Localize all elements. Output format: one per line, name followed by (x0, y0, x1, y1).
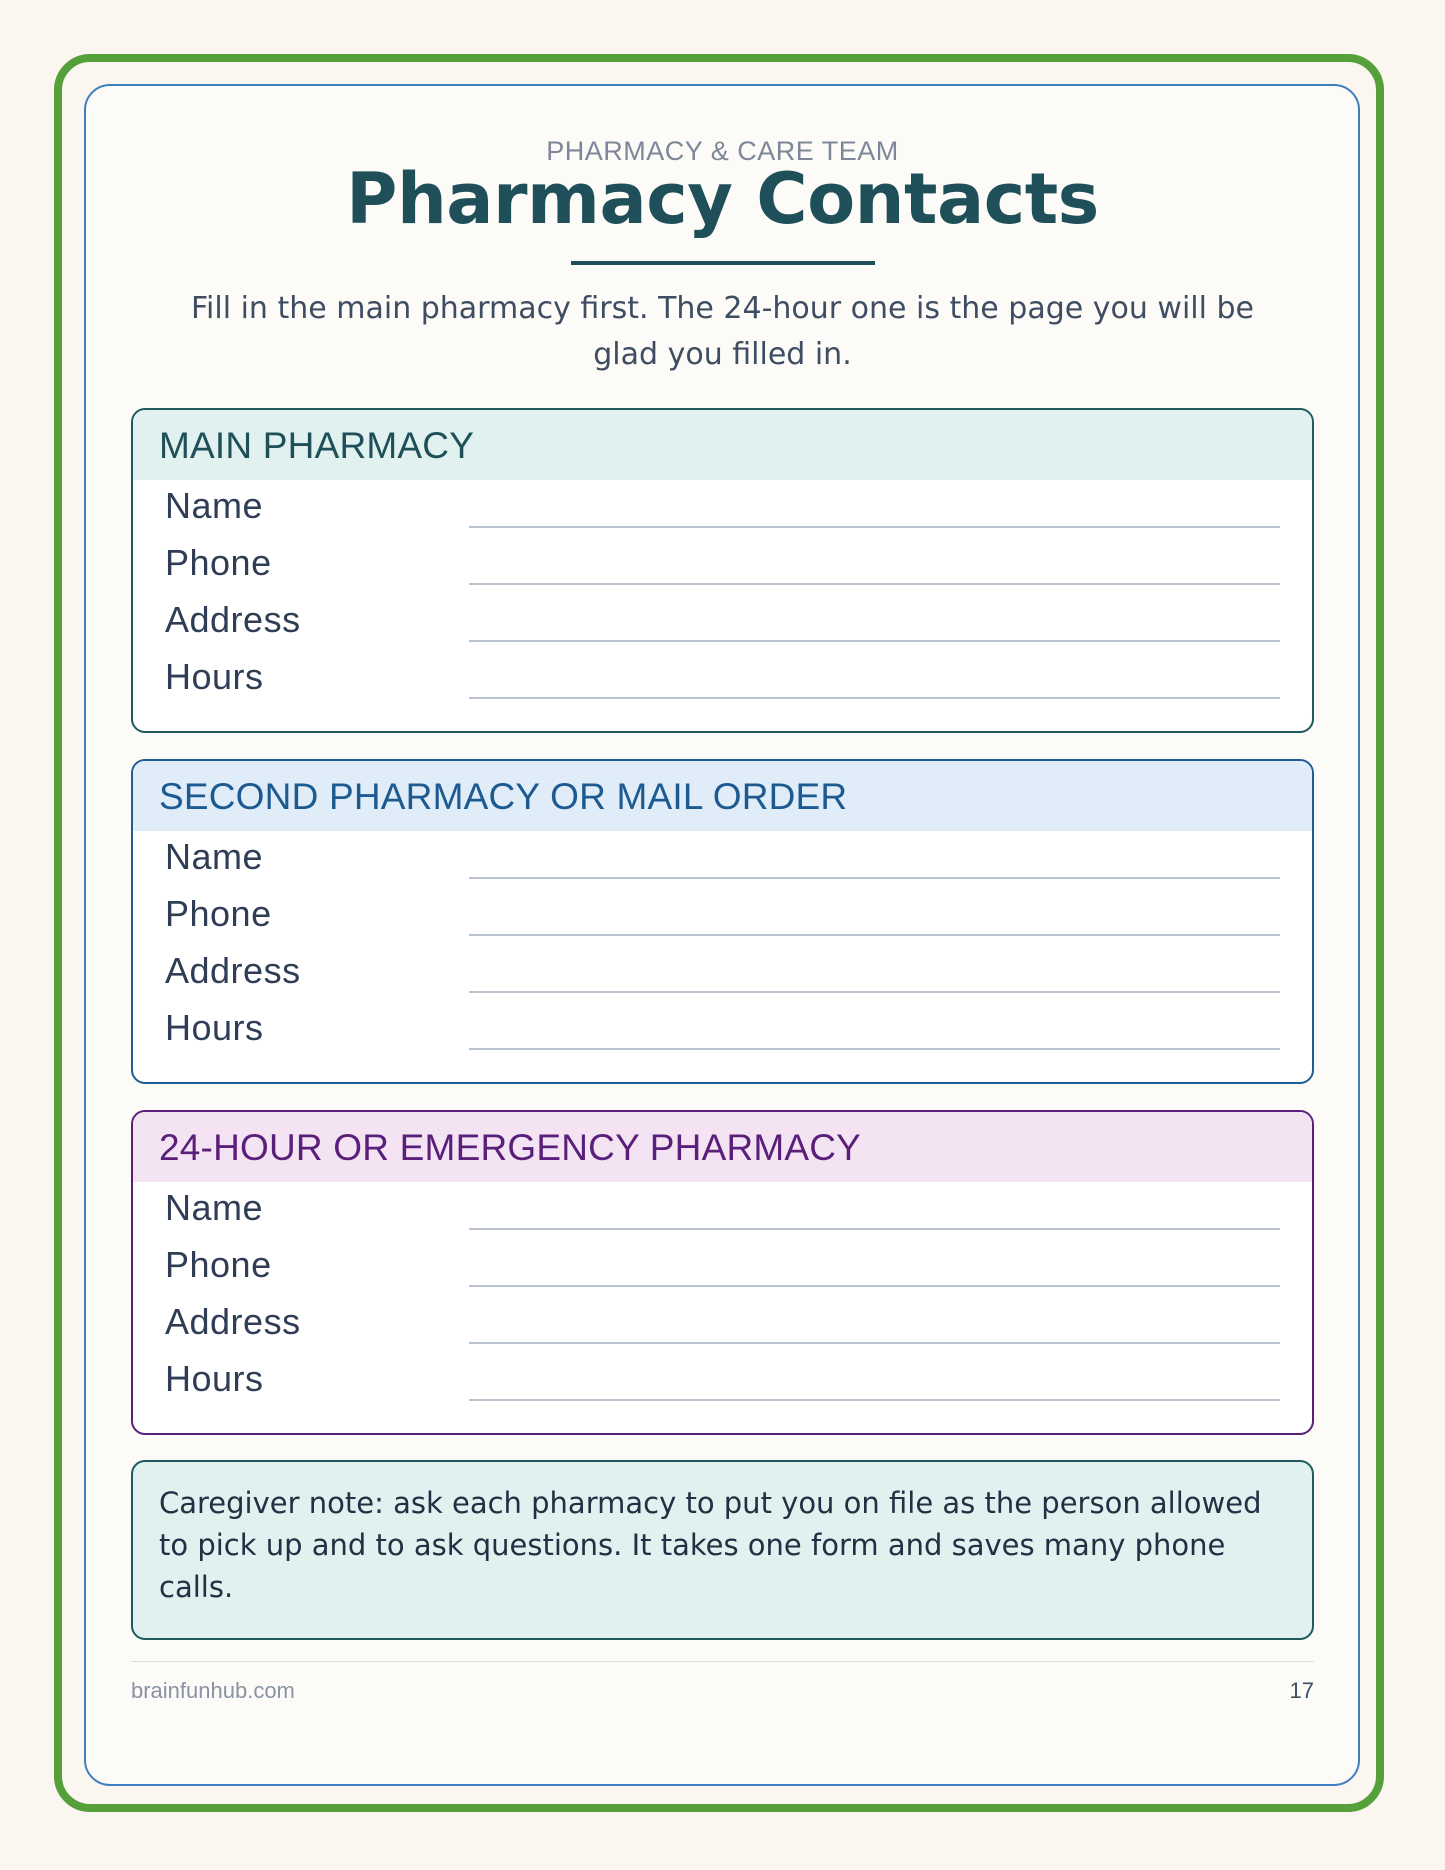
hours-write-line[interactable] (469, 1399, 1280, 1401)
address-write-line[interactable] (469, 640, 1280, 642)
phone-write-line[interactable] (469, 934, 1280, 936)
hours-write-line[interactable] (469, 697, 1280, 699)
name-write-line[interactable] (469, 877, 1280, 879)
field-label: Name (165, 485, 264, 526)
footer-divider (131, 1661, 1314, 1662)
field-label: Address (165, 950, 301, 991)
second-pharmacy-section (131, 759, 1314, 1084)
section-heading: 24-HOUR OR EMERGENCY PHARMACY (133, 1112, 1312, 1182)
field-row-phone (133, 890, 1312, 947)
name-write-line[interactable] (469, 1228, 1280, 1230)
field-row-hours (133, 653, 1312, 710)
field-row-address (133, 947, 1312, 1004)
field-row-phone (133, 1241, 1312, 1298)
phone-write-line[interactable] (469, 583, 1280, 585)
field-label: Name (165, 836, 264, 877)
field-label: Phone (165, 1244, 272, 1285)
field-row-name (133, 482, 1312, 539)
address-write-line[interactable] (469, 991, 1280, 993)
field-label: Hours (165, 656, 264, 697)
field-row-name (133, 833, 1312, 890)
field-label: Phone (165, 542, 272, 583)
field-label: Name (165, 1187, 264, 1228)
field-label: Address (165, 1301, 301, 1342)
field-row-hours (133, 1004, 1312, 1061)
field-row-hours (133, 1355, 1312, 1412)
footer-site: brainfunhub.com (131, 1678, 295, 1703)
hours-write-line[interactable] (469, 1048, 1280, 1050)
main-pharmacy-section (131, 408, 1314, 733)
field-label: Hours (165, 1358, 264, 1399)
field-row-address (133, 596, 1312, 653)
section-heading: MAIN PHARMACY (133, 410, 1312, 480)
address-write-line[interactable] (469, 1342, 1280, 1344)
page-title: Pharmacy Contacts (346, 158, 1099, 240)
page-number: 17 (1289, 1678, 1314, 1703)
title-underline (571, 261, 875, 265)
field-row-phone (133, 539, 1312, 596)
emergency-pharmacy-section (131, 1110, 1314, 1435)
field-label: Address (165, 599, 301, 640)
field-row-name (133, 1184, 1312, 1241)
intro-text: Fill in the main pharmacy first. The 24-hour one is the page you will be glad you filled in. (190, 291, 1254, 372)
name-write-line[interactable] (469, 526, 1280, 528)
caregiver-note-box (131, 1460, 1314, 1640)
field-row-address (133, 1298, 1312, 1355)
field-label: Phone (165, 893, 272, 934)
phone-write-line[interactable] (469, 1285, 1280, 1287)
field-label: Hours (165, 1007, 264, 1048)
caregiver-note-text: Caregiver note: ask each pharmacy to put you on file as the person allowed to pick up and to ask questions. It takes one form and saves many phone calls. (159, 1486, 1262, 1604)
section-heading: SECOND PHARMACY OR MAIL ORDER (133, 761, 1312, 831)
page-kicker: PHARMACY & CARE TEAM (546, 136, 899, 166)
